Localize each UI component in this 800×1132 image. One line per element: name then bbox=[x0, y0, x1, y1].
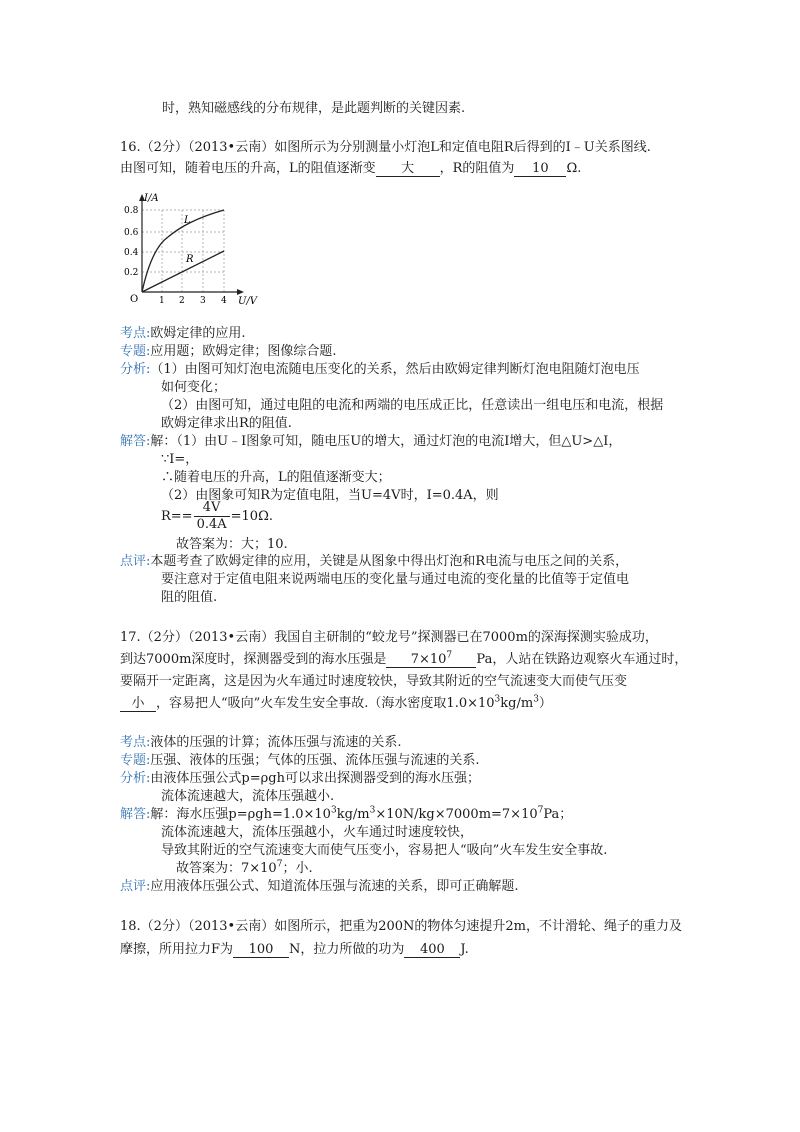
q16-dianping-3: 阻的阻值. bbox=[161, 590, 218, 605]
y-tick-0.6: 0.6 bbox=[124, 228, 139, 238]
q17-line4-exp2: 3 bbox=[533, 694, 539, 705]
y-axis-label: I/A bbox=[144, 193, 159, 204]
q17-line4-exp1: 3 bbox=[494, 694, 501, 705]
curve-L-label: L bbox=[184, 215, 191, 226]
q16-kaodian-text: 欧姆定律的应用. bbox=[150, 326, 246, 341]
q17-jieda-1-exp2: 3 bbox=[369, 805, 376, 816]
x-tick-1: 1 bbox=[159, 296, 165, 306]
q16-answer-1: 大 bbox=[376, 161, 440, 177]
q16-fenxi bbox=[120, 361, 640, 379]
q16-fenxi-2: 如何变化； bbox=[161, 380, 227, 395]
q16-kaodian bbox=[120, 325, 246, 343]
q17-jieda-4b: ；小. bbox=[282, 861, 313, 876]
q17-jieda-label: 解答: bbox=[120, 807, 151, 822]
q16-jieda bbox=[120, 433, 621, 451]
q16-line2-mid: ，R的阻值为 bbox=[439, 161, 515, 176]
q16-jieda-5-pre: R== bbox=[161, 509, 193, 524]
q17-line4-unit: kg/m bbox=[500, 696, 534, 711]
q16-jieda-2: ∵I=， bbox=[161, 452, 199, 467]
iu-chart bbox=[118, 192, 268, 310]
q17-line2-pre: 到达7000m深度时，探测器受到的海水压强是 bbox=[120, 652, 387, 667]
q17-jieda-4 bbox=[176, 860, 313, 878]
curve-L bbox=[142, 210, 224, 292]
q16-answer-2: 10 bbox=[514, 161, 566, 177]
q16-jieda-6: 故答案为：大；10. bbox=[176, 537, 288, 552]
q16-fenxi-3: （2）由图可知，通过电阻的电流和两端的电压成正比，任意读出一组电压和电流，根据 bbox=[161, 398, 664, 413]
q16-fenxi-1: （1）由图可知灯泡电流随电压变化的关系，然后由欧姆定律判断灯泡电阻随灯泡电压 bbox=[150, 362, 640, 377]
q16-jieda-label: 解答: bbox=[120, 434, 151, 449]
q17-zhuanti-label: 专题: bbox=[120, 753, 151, 768]
q17-line4-mid: ，容易把人“吸向”火车发生安全事故.（海水密度取1.0×10 bbox=[156, 696, 495, 711]
q18-line2-mid: N，拉力所做的功为 bbox=[289, 942, 405, 957]
x-tick-2: 2 bbox=[179, 296, 185, 306]
q17-answer-1-exp: 7 bbox=[446, 650, 453, 661]
q17-line3: 要隔开一定距离，这是因为火车通过时速度较快，导致其附近的空气流速变大而使气压变 bbox=[120, 674, 628, 689]
q18-answer-1: 100 bbox=[233, 942, 289, 958]
q16-fenxi-4: 欧姆定律求出R的阻值. bbox=[161, 416, 292, 431]
q17-zhuanti bbox=[120, 752, 480, 770]
q17-dianping-label: 点评: bbox=[120, 879, 151, 894]
y-tick-0.2: 0.2 bbox=[124, 268, 139, 278]
q16-line2-pre: 由图可知，随着电压的升高，L的阻值逐渐变 bbox=[120, 161, 376, 176]
q17-fenxi bbox=[120, 770, 480, 788]
q16-line2 bbox=[120, 160, 581, 178]
q17-fenxi-1: 由液体压强公式p=ρgh可以求出探测器受到的海水压强； bbox=[150, 771, 480, 786]
q17-answer-1 bbox=[386, 652, 476, 668]
q18-answer-2: 400 bbox=[404, 942, 460, 958]
q17-answer-1-base: 7×10 bbox=[410, 652, 447, 667]
q17-line4 bbox=[120, 695, 552, 713]
y-tick-0.4: 0.4 bbox=[124, 248, 139, 258]
q18-line2 bbox=[120, 941, 469, 959]
q18-line2-pre: 摩擦，所用拉力F为 bbox=[120, 942, 234, 957]
chart-grid bbox=[142, 210, 224, 292]
q16-dianping bbox=[120, 553, 628, 571]
q17-jieda-2: 流体流速越大，流体压强越小，火车通过时速度较快， bbox=[161, 825, 474, 840]
q17-dianping bbox=[120, 878, 519, 896]
q17-jieda-3: 导致其附近的空气流速变大而使气压变小，容易把人“吸向”火车发生安全事故. bbox=[161, 843, 608, 858]
q16-dianping-label: 点评: bbox=[120, 554, 151, 569]
line-R bbox=[142, 251, 224, 292]
x-axis-arrow bbox=[237, 289, 244, 295]
q17-zhuanti-text: 压强、液体的压强；气体的压强、流体压强与流速的关系. bbox=[150, 753, 480, 768]
q17-jieda-1-exp3: 7 bbox=[537, 805, 544, 816]
line-R-label: R bbox=[186, 254, 194, 265]
q18-heading: 18.（2分）（2013•云南）如图所示，把重为200N的物体匀速提升2m，不计滑轮、绳子的重力及 bbox=[120, 919, 682, 934]
q16-zhuanti-text: 应用题；欧姆定律；图像综合题. bbox=[150, 344, 337, 359]
q17-jieda-4a: 故答案为：7×10 bbox=[176, 861, 277, 876]
q17-dianping-1: 应用液体压强公式、知道流体压强与流速的关系，即可正确解题. bbox=[150, 879, 519, 894]
x-tick-4: 4 bbox=[221, 296, 227, 306]
q16-zhuanti-label: 专题: bbox=[120, 344, 151, 359]
q17-jieda-4-exp: 7 bbox=[276, 859, 283, 870]
q18-line2-post: J. bbox=[460, 942, 469, 957]
q16-jieda-1: 解：（1）由U﹣I图象可知，随电压U的增大，通过灯泡的电流I增大，但△U>△I， bbox=[150, 434, 622, 449]
q16-jieda-5 bbox=[161, 500, 273, 533]
q16-fraction-denominator: 0.4A bbox=[196, 517, 227, 532]
q17-jieda-1c: ×10N/kg×7000m=7×10 bbox=[375, 807, 538, 822]
q16-zhuanti bbox=[120, 343, 337, 361]
q17-line2 bbox=[120, 651, 687, 669]
q17-jieda-1-exp1: 3 bbox=[330, 805, 337, 816]
q17-jieda-1b: kg/m bbox=[336, 807, 370, 822]
q17-fenxi-label: 分析: bbox=[120, 771, 151, 786]
q16-fraction-numerator: 4V bbox=[194, 500, 230, 517]
q16-dianping-2: 要注意对于定值电阻来说两端电压的变化量与通过电流的变化量的比值等于定值电 bbox=[161, 572, 630, 587]
q17-line2-post: Pa，人站在铁路边观察火车通过时， bbox=[476, 652, 688, 667]
q16-jieda-3: ∴随着电压的升高，L的阻值逐渐变大； bbox=[161, 470, 391, 485]
q16-fraction bbox=[194, 500, 230, 533]
q17-jieda-1d: Pa； bbox=[543, 807, 573, 822]
q17-jieda bbox=[120, 806, 572, 824]
q16-jieda-4: （2）由图象可知R为定值电阻，当U=4V时，I=0.4A，则 bbox=[161, 488, 499, 503]
q17-line4-end: ） bbox=[538, 696, 552, 711]
q16-jieda-5-post: =10Ω. bbox=[230, 509, 273, 524]
q16-line2-post: Ω. bbox=[566, 161, 582, 176]
x-tick-3: 3 bbox=[200, 296, 206, 306]
q17-fenxi-2: 流体流速越大，流体压强越小. bbox=[161, 789, 335, 804]
q16-dianping-1: 本题考查了欧姆定律的应用，关键是从图象中得出灯泡和R电流与电压之间的关系， bbox=[150, 554, 629, 569]
top-line: 时，熟知磁感线的分布规律，是此题判断的关键因素. bbox=[162, 101, 466, 116]
q17-jieda-1a: 解：海水压强p=ρgh=1.0×10 bbox=[150, 807, 331, 822]
q17-answer-2: 小 bbox=[120, 696, 156, 712]
y-tick-0.8: 0.8 bbox=[124, 206, 139, 216]
q17-heading: 17.（2分）（2013•云南）我国自主研制的“蛟龙号”探测器已在7000m的深海探测实验成功， bbox=[120, 630, 658, 645]
x-axis-label: U/V bbox=[238, 296, 258, 307]
q17-kaodian-text: 液体的压强的计算；流体压强与流速的关系. bbox=[150, 735, 402, 750]
chart-axes bbox=[142, 198, 240, 292]
q16-kaodian-label: 考点: bbox=[120, 326, 151, 341]
q17-kaodian bbox=[120, 734, 402, 752]
q17-kaodian-label: 考点: bbox=[120, 735, 151, 750]
origin-label: O bbox=[130, 294, 139, 305]
q16-heading: 16.（2分）（2013•云南）如图所示为分别测量小灯泡L和定值电阻R后得到的I﹣U关系图线. bbox=[120, 140, 651, 155]
q16-fenxi-label: 分析: bbox=[120, 362, 151, 377]
